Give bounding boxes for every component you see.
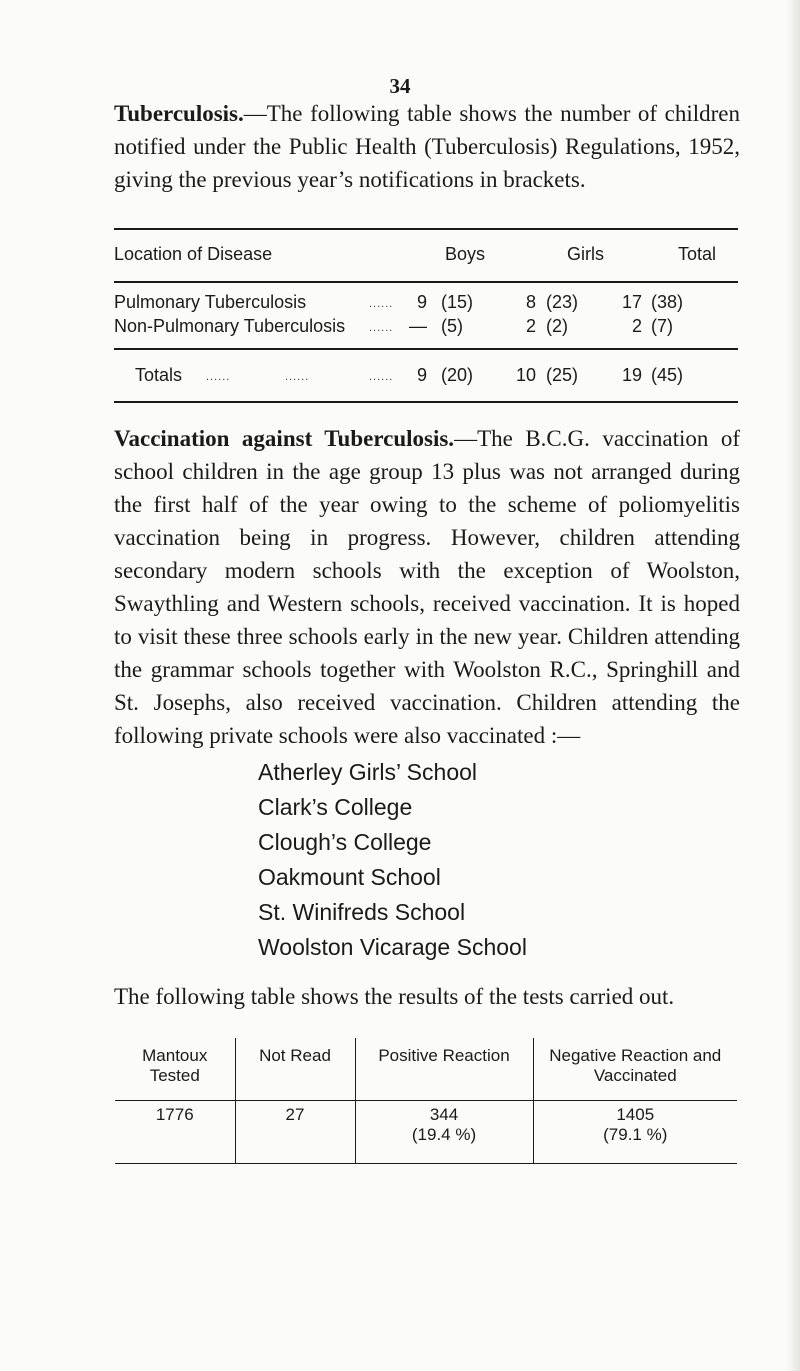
list-item: St. Winifreds School xyxy=(258,899,466,925)
total-prev: (38) xyxy=(651,292,684,312)
list-item: Clark’s College xyxy=(258,794,413,820)
girls-total-prev: (25) xyxy=(546,365,579,385)
leader-dots: ...... xyxy=(369,322,394,334)
table-row xyxy=(115,1101,737,1164)
tuberculosis-heading: Tuberculosis. xyxy=(114,101,244,126)
not-read-value: 27 xyxy=(235,1101,355,1164)
grand-total: 19 xyxy=(621,365,642,385)
private-schools-list xyxy=(258,755,527,965)
vaccination-paragraph xyxy=(114,422,740,752)
vaccination-text: —The B.C.G. vaccination of school children in the age group 13 plus was not arranged during the first half of the year owing to the scheme of poliomyelitis vaccination being in progress. However, children attending secondary modern schools with the exception of Woolston, Swaythling and Western schools, received vaccination. It is hoped to visit these three schools early in the new year. Children attending the grammar schools together with Woolston R.C., Springhill and St. Josephs, also received vaccination. Children attending the following private schools were also vaccinated :— xyxy=(114,426,741,748)
header-total: Total xyxy=(678,244,717,264)
tuberculosis-paragraph xyxy=(114,97,740,196)
boys-count: — xyxy=(409,316,427,336)
table-header-row xyxy=(115,1038,737,1101)
negative-cell xyxy=(533,1101,737,1164)
total-count: 17 xyxy=(621,292,642,312)
girls-count: 8 xyxy=(525,292,536,312)
table-bottom-rule xyxy=(114,401,738,403)
page-number: 34 xyxy=(389,74,411,98)
list-item: Atherley Girls’ School xyxy=(258,759,478,785)
header-boys: Boys xyxy=(445,244,486,264)
results-intro: The following table shows the results of the tests carried out. xyxy=(114,984,675,1009)
negative-value: 1405 xyxy=(616,1105,655,1124)
header-location: Location of Disease xyxy=(114,244,273,264)
mantoux-tested-value: 1776 xyxy=(115,1101,235,1164)
leader-dots: ...... xyxy=(285,371,310,383)
positive-percent: (19.4 %) xyxy=(411,1125,477,1144)
page-edge-shadow xyxy=(786,0,800,1371)
positive-cell xyxy=(355,1101,533,1164)
table-top-rule xyxy=(114,228,738,230)
tuberculosis-text: —The following table shows the number of children notified under the Public Health (Tuberculosis) Regulations, 1952, giving the previous year’s notifications in brackets. xyxy=(114,101,740,192)
header-positive-reaction: Positive Reaction xyxy=(355,1038,533,1101)
girls-prev: (2) xyxy=(546,316,568,336)
totals-label: Totals xyxy=(135,365,183,385)
vaccination-heading: Vaccination against Tuberculosis. xyxy=(114,426,455,451)
girls-total: 10 xyxy=(515,365,536,385)
leader-dots: ...... xyxy=(369,371,394,383)
row-location: Non-Pulmonary Tuberculosis xyxy=(114,316,346,336)
boys-total: 9 xyxy=(416,365,427,385)
leader-dots: ...... xyxy=(206,371,231,383)
grand-total-prev: (45) xyxy=(651,365,684,385)
list-item: Oakmount School xyxy=(258,864,441,890)
boys-prev: (5) xyxy=(441,316,463,336)
boys-total-prev: (20) xyxy=(441,365,474,385)
list-item: Woolston Vicarage School xyxy=(258,934,527,960)
totals-top-rule xyxy=(114,348,738,350)
header-rule xyxy=(114,281,738,283)
header-girls: Girls xyxy=(567,244,604,264)
boys-count: 9 xyxy=(416,292,427,312)
total-count: 2 xyxy=(631,316,642,336)
girls-prev: (23) xyxy=(546,292,579,312)
leader-dots: ...... xyxy=(369,298,394,310)
list-item: Clough’s College xyxy=(258,829,432,855)
boys-prev: (15) xyxy=(441,292,474,312)
header-not-read: Not Read xyxy=(235,1038,355,1101)
header-negative-reaction: Negative Reaction and Vaccinated xyxy=(533,1038,737,1101)
negative-percent: (79.1 %) xyxy=(603,1125,668,1144)
row-location: Pulmonary Tuberculosis xyxy=(114,292,307,312)
header-mantoux-tested: Mantoux Tested xyxy=(115,1038,235,1101)
girls-count: 2 xyxy=(525,316,536,336)
total-prev: (7) xyxy=(651,316,673,336)
mantoux-results-table xyxy=(115,1038,737,1164)
positive-value: 344 xyxy=(429,1105,459,1124)
